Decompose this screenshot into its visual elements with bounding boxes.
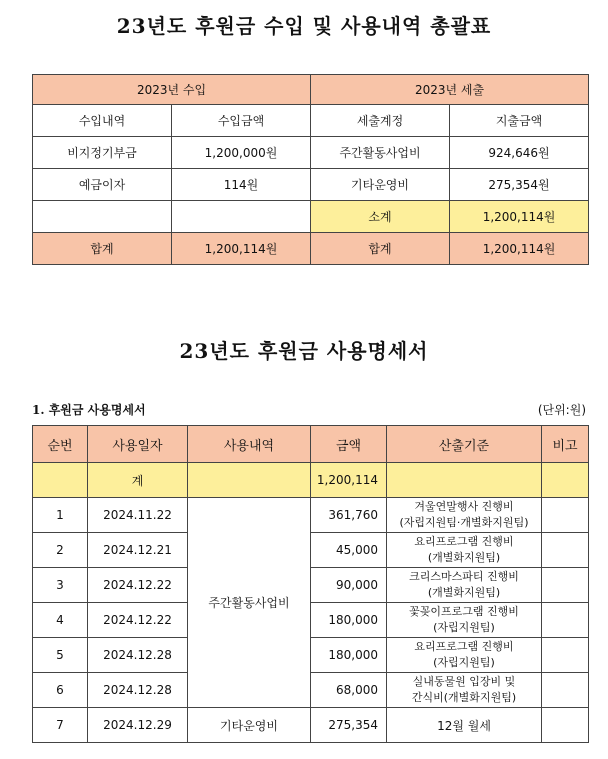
summary-table (32, 74, 589, 265)
row-note (542, 533, 589, 568)
col-income-amount: 수입금액 (172, 105, 311, 137)
row-date: 2024.12.22 (88, 603, 188, 638)
row-no: 4 (33, 603, 88, 638)
row-item-group: 주간활동사업비 (188, 498, 311, 708)
col-income-item: 수입내역 (33, 105, 172, 137)
income-total: 1,200,114원 (172, 233, 311, 265)
detail-title: 23년도 후원금 사용명세서 (179, 339, 429, 363)
row-basis: 요리프로그램 진행비 (자립지원팀) (387, 638, 542, 673)
sum-note (542, 463, 589, 498)
income-item: 예금이자 (33, 169, 172, 201)
expense-amount: 924,646원 (450, 137, 589, 169)
row-amount: 45,000 (311, 533, 387, 568)
expense-item: 주간활동사업비 (311, 137, 450, 169)
row-date: 2024.11.22 (88, 498, 188, 533)
row-no: 1 (33, 498, 88, 533)
expense-total-label: 합계 (311, 233, 450, 265)
header-amount: 금액 (311, 426, 387, 463)
header-no: 순번 (33, 426, 88, 463)
row-amount: 361,760 (311, 498, 387, 533)
row-basis: 12월 월세 (387, 708, 542, 743)
row-date: 2024.12.28 (88, 673, 188, 708)
row-no: 5 (33, 638, 88, 673)
table-row (33, 638, 589, 673)
expense-item: 기타운영비 (311, 169, 450, 201)
sum-item (188, 463, 311, 498)
header-date: 사용일자 (88, 426, 188, 463)
table-row (33, 673, 589, 708)
row-no: 7 (33, 708, 88, 743)
col-expense-item: 세출계정 (311, 105, 450, 137)
table-row (33, 533, 589, 568)
unit-label: (단위:원) (537, 403, 586, 417)
table-row (33, 498, 589, 533)
row-basis: 실내동물원 입장비 및 간식비(개별화지원팀) (387, 673, 542, 708)
row-date: 2024.12.28 (88, 638, 188, 673)
table-row (33, 603, 589, 638)
subtotal-label: 소계 (311, 201, 450, 233)
row-note (542, 568, 589, 603)
header-note: 비고 (542, 426, 589, 463)
row-note (542, 673, 589, 708)
row-no: 6 (33, 673, 88, 708)
row-date: 2024.12.29 (88, 708, 188, 743)
row-no: 3 (33, 568, 88, 603)
row-item: 기타운영비 (188, 708, 311, 743)
row-note (542, 708, 589, 743)
empty-cell (33, 201, 172, 233)
row-amount: 275,354 (311, 708, 387, 743)
row-note (542, 603, 589, 638)
row-note (542, 638, 589, 673)
summary-title: 23년도 후원금 수입 및 사용내역 총괄표 (116, 14, 492, 38)
sum-amount: 1,200,114 (311, 463, 387, 498)
section-title: 1. 후원금 사용명세서 (32, 403, 146, 417)
table-row (33, 568, 589, 603)
sum-no (33, 463, 88, 498)
income-item: 비지정기부금 (33, 137, 172, 169)
sum-basis (387, 463, 542, 498)
subtotal-amount: 1,200,114원 (450, 201, 589, 233)
detail-table (32, 425, 589, 743)
row-amount: 90,000 (311, 568, 387, 603)
row-basis: 꽃꽂이프로그램 진행비 (자립지원팀) (387, 603, 542, 638)
row-date: 2024.12.21 (88, 533, 188, 568)
row-basis: 겨울연말행사 진행비 (자립지원팀·개별화지원팀) (387, 498, 542, 533)
income-amount: 1,200,000원 (172, 137, 311, 169)
col-expense-amount: 지출금액 (450, 105, 589, 137)
income-header: 2023년 수입 (33, 75, 311, 105)
expense-header: 2023년 세출 (311, 75, 589, 105)
income-amount: 114원 (172, 169, 311, 201)
row-amount: 68,000 (311, 673, 387, 708)
sum-label: 계 (88, 463, 188, 498)
header-item: 사용내역 (188, 426, 311, 463)
table-row (33, 708, 589, 743)
row-basis: 크리스마스파티 진행비 (개별화지원팀) (387, 568, 542, 603)
header-basis: 산출기준 (387, 426, 542, 463)
row-amount: 180,000 (311, 603, 387, 638)
row-date: 2024.12.22 (88, 568, 188, 603)
row-amount: 180,000 (311, 638, 387, 673)
expense-total: 1,200,114원 (450, 233, 589, 265)
row-basis: 요리프로그램 진행비 (개별화지원팀) (387, 533, 542, 568)
row-note (542, 498, 589, 533)
expense-amount: 275,354원 (450, 169, 589, 201)
income-total-label: 합계 (33, 233, 172, 265)
empty-cell (172, 201, 311, 233)
row-no: 2 (33, 533, 88, 568)
